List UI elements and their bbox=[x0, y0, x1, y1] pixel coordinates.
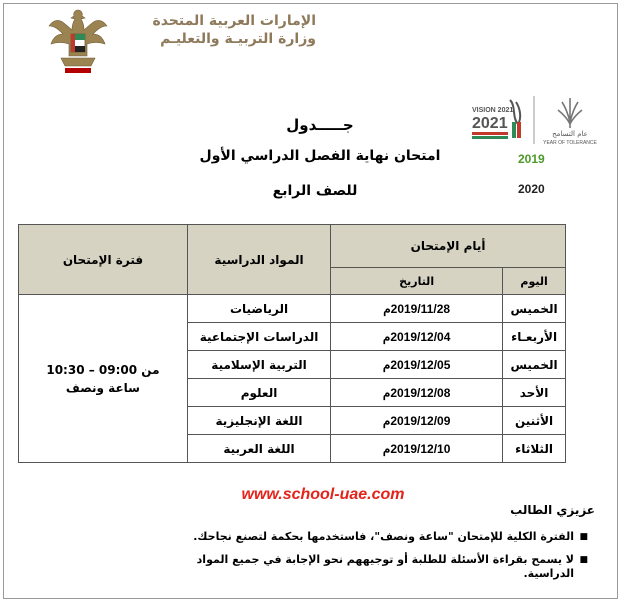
academic-year-start: 2019 bbox=[518, 152, 545, 166]
vision-2021-logo bbox=[472, 100, 521, 139]
subject-cell: العلوم bbox=[187, 379, 330, 407]
subject-cell: التربية الإسلامية bbox=[187, 351, 330, 379]
day-header: اليوم bbox=[503, 268, 566, 295]
date-header: التاريخ bbox=[331, 268, 503, 295]
date-cell: 2019/12/09م bbox=[331, 407, 503, 435]
ministry-name: وزارة التربيـة والتعليـم bbox=[160, 31, 316, 47]
exam-days-header: أيام الإمتحان bbox=[331, 225, 566, 268]
svg-text:2021: 2021 bbox=[472, 115, 508, 132]
list-item bbox=[168, 530, 588, 544]
day-cell: الخميس bbox=[503, 295, 566, 323]
note-text: لا يسمح بقراءة الأسئلة للطلبة أو توجيههم نحو الإجابة في جميع المواد الدراسية. bbox=[196, 553, 574, 580]
period-cell bbox=[19, 295, 188, 463]
svg-text:عام التسامح: عام التسامح bbox=[552, 130, 588, 138]
subject-cell: الرياضيات bbox=[187, 295, 330, 323]
day-cell: الثلاثاء bbox=[503, 435, 566, 463]
period-header: فترة الإمتحان bbox=[19, 225, 188, 295]
day-cell: الأثنين bbox=[503, 407, 566, 435]
subject-cell: الدراسات الإجتماعية bbox=[187, 323, 330, 351]
exam-title: امتحان نهاية الفصل الدراسي الأول bbox=[199, 148, 441, 164]
period-duration: ساعة ونصف bbox=[65, 380, 140, 395]
exam-schedule-table bbox=[18, 224, 566, 463]
grade-title: للصف الرابع bbox=[272, 183, 358, 199]
ministry-header bbox=[116, 12, 316, 48]
bullet-icon: ■ bbox=[579, 555, 588, 565]
academic-year-end: 2020 bbox=[518, 182, 545, 196]
day-cell: الأحد bbox=[503, 379, 566, 407]
notes-greeting: عزيزي الطالب bbox=[510, 503, 595, 517]
date-cell: 2019/11/28م bbox=[331, 295, 503, 323]
notes-list bbox=[168, 530, 588, 590]
period-time: من 09:00 – 10:30 bbox=[46, 362, 160, 377]
date-cell: 2019/12/04م bbox=[331, 323, 503, 351]
note-text: الفترة الكلية للإمتحان "ساعة ونصف"، فاستخدمها بحكمة لتصنع نجاحك. bbox=[193, 530, 574, 543]
list-item bbox=[168, 553, 588, 581]
subject-cell: اللغة الإنجليزية bbox=[187, 407, 330, 435]
subject-cell: اللغة العربية bbox=[187, 435, 330, 463]
svg-text:YEAR OF TOLERANCE: YEAR OF TOLERANCE bbox=[543, 140, 597, 146]
date-cell: 2019/12/08م bbox=[331, 379, 503, 407]
uae-emblem-icon bbox=[45, 4, 111, 76]
date-cell: 2019/12/10م bbox=[331, 435, 503, 463]
country-name: الإمارات العربية المتحدة bbox=[152, 13, 316, 29]
table-row bbox=[19, 295, 566, 323]
day-cell: الأربعـاء bbox=[503, 323, 566, 351]
day-cell: الخميس bbox=[503, 351, 566, 379]
svg-text:VISION 2021: VISION 2021 bbox=[472, 107, 514, 114]
website-link[interactable]: www.school-uae.com bbox=[241, 486, 405, 503]
year-of-tolerance-logo bbox=[543, 98, 597, 146]
subjects-header: المواد الدراسية bbox=[187, 225, 330, 295]
date-cell: 2019/12/05م bbox=[331, 351, 503, 379]
schedule-title: جـــــدول bbox=[286, 116, 354, 134]
bullet-icon: ■ bbox=[579, 532, 588, 542]
vision-tolerance-logos bbox=[470, 92, 608, 148]
